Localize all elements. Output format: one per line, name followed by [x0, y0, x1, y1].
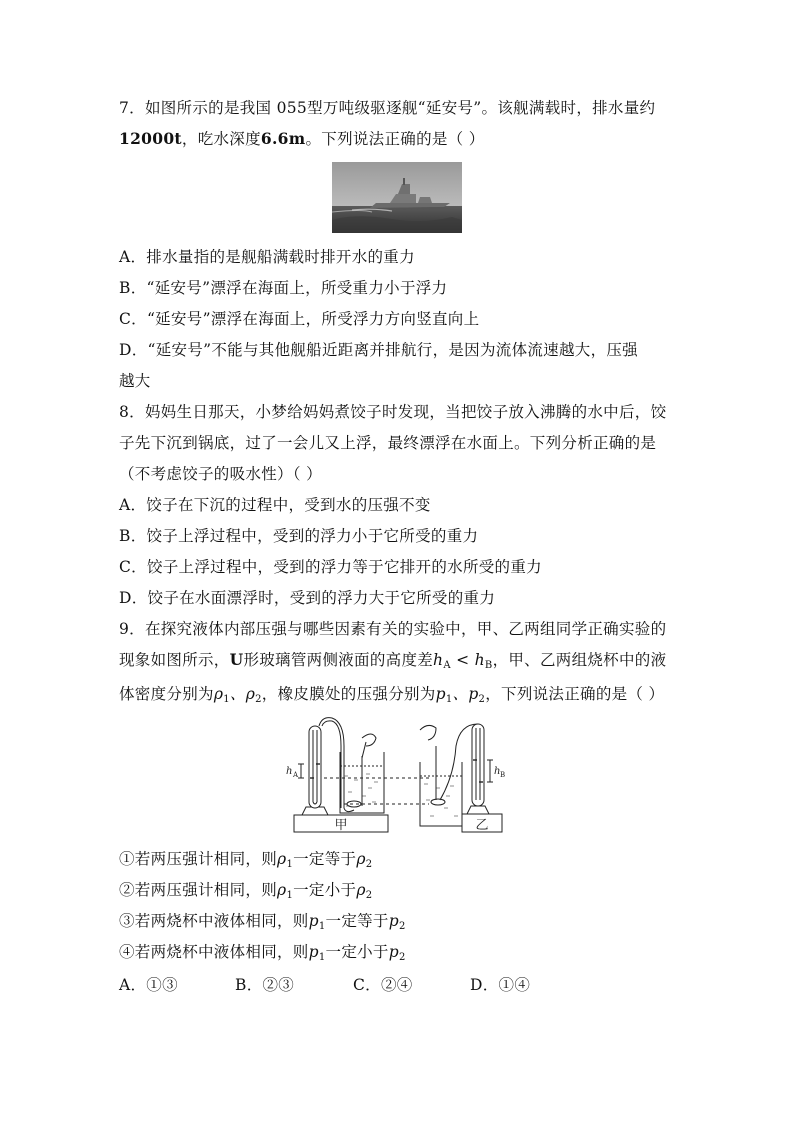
- q9-option-a: A．①③: [119, 976, 178, 994]
- q8-stem-line3: （不考虑饺子的吸水性）（ ）: [119, 465, 322, 483]
- q9-option-c: C．②④: [353, 976, 413, 994]
- q8-stem-line1: 8．妈妈生日那天，小梦给妈妈煮饺子时发现，当把饺子放入沸腾的水中后，饺: [119, 403, 667, 421]
- q9-p-symbols: $p_1$、$p_2$: [435, 685, 486, 705]
- q9-text: ，下列说法正确的是（ ）: [485, 685, 665, 703]
- q9-s3-text: ③若两烧杯中液体相同，则: [119, 912, 309, 930]
- q7-option-a: A．排水量指的是舰船满载时排开水的重力: [119, 248, 415, 266]
- q8-stem-line2: 子先下沉到锅底，过了一会儿又上浮，最终漂浮在水面上。下列分析正确的是: [119, 434, 657, 452]
- q7-draft: 6.6m: [260, 129, 306, 148]
- q9-s3-p2: $p_2$: [388, 912, 406, 932]
- q9-s2-text-end: 一定小于: [293, 881, 357, 899]
- q9-stem-line2: [119, 649, 666, 677]
- q9-s1-text-end: 一定等于: [293, 850, 357, 868]
- q7-stem-line1: 7．如图所示的是我国 055型万吨级驱逐舰“延安号”。该舰满载时，排水量约: [119, 99, 656, 117]
- q9-text: 现象如图所示，: [119, 651, 230, 669]
- q9-s2-rho1: $\rho_1$: [277, 881, 294, 901]
- q9-inequality: $h_A < h_B$: [433, 651, 493, 671]
- label-ha-sub: A: [293, 771, 299, 779]
- q9-statement-4: [119, 941, 406, 969]
- q7-option-c: C．“延安号”漂浮在海面上，所受浮力方向竖直向上: [119, 310, 480, 328]
- pressure-gauge-figure: [284, 716, 514, 836]
- q7-stem-line2: [119, 128, 485, 150]
- q9-text: ，甲、乙两组烧杯中的液: [492, 651, 667, 669]
- q9-s1-rho2: $\rho_2$: [356, 850, 373, 870]
- q7-option-d-line1: D．“延安号”不能与其他舰船近距离并排航行，是因为流体流速越大，压强: [119, 341, 638, 359]
- q9-option-b: B．②③: [235, 976, 295, 994]
- label-jia: 甲: [334, 818, 348, 833]
- q8-option-a: A．饺子在下沉的过程中，受到水的压强不变: [119, 496, 431, 514]
- q9-s4-p2: $p_2$: [388, 943, 406, 963]
- q9-s3-text-end: 一定等于: [325, 912, 389, 930]
- label-hb-sub: B: [500, 771, 506, 779]
- q9-stem-line1: 9．在探究液体内部压强与哪些因素有关的实验中，甲、乙两组同学正确实验的: [119, 620, 667, 638]
- q9-s2-text: ②若两压强计相同，则: [119, 881, 278, 899]
- q9-statement-3: [119, 910, 406, 938]
- destroyer-photo: [332, 162, 462, 233]
- q9-s1-text: ①若两压强计相同，则: [119, 850, 278, 868]
- q7-option-b: B．“延安号”漂浮在海面上，所受重力小于浮力: [119, 279, 448, 297]
- q7-text: ，吃水深度: [181, 130, 261, 148]
- q9-statement-1: [119, 848, 372, 876]
- q9-text: ，橡皮膜处的压强分别为: [261, 685, 436, 703]
- q9-u: U: [229, 650, 244, 669]
- q9-s1-rho1: $\rho_1$: [277, 850, 294, 870]
- q7-displacement: 12000t: [119, 129, 182, 148]
- q9-text: 形玻璃管两侧液面的高度差: [243, 651, 434, 669]
- q9-s4-p1: $p_1$: [308, 943, 326, 963]
- q9-s2-rho2: $\rho_2$: [356, 881, 373, 901]
- q9-rho-symbols: $\rho_1$、$\rho_2$: [213, 685, 262, 705]
- q9-text: 体密度分别为: [119, 685, 214, 703]
- q9-stem-line3: [119, 683, 664, 711]
- q9-statement-2: [119, 879, 372, 907]
- q7-option-d-line2: 越大: [119, 372, 151, 390]
- q9-option-d: D．①④: [470, 976, 531, 994]
- q9-s4-text-end: 一定小于: [325, 943, 389, 961]
- q8-option-b: B．饺子上浮过程中，受到的浮力小于它所受的重力: [119, 527, 479, 545]
- label-ha: h: [286, 766, 293, 777]
- q9-s4-text: ④若两烧杯中液体相同，则: [119, 943, 309, 961]
- q8-option-d: D．饺子在水面漂浮时，受到的浮力大于它所受的重力: [119, 589, 496, 607]
- label-hb: h: [494, 766, 501, 777]
- label-yi: 乙: [475, 818, 489, 833]
- q8-option-c: C．饺子上浮过程中，受到的浮力等于它排开的水所受的重力: [119, 558, 542, 576]
- q9-s3-p1: $p_1$: [308, 912, 326, 932]
- q7-text-end: 。下列说法正确的是（ ）: [305, 130, 485, 148]
